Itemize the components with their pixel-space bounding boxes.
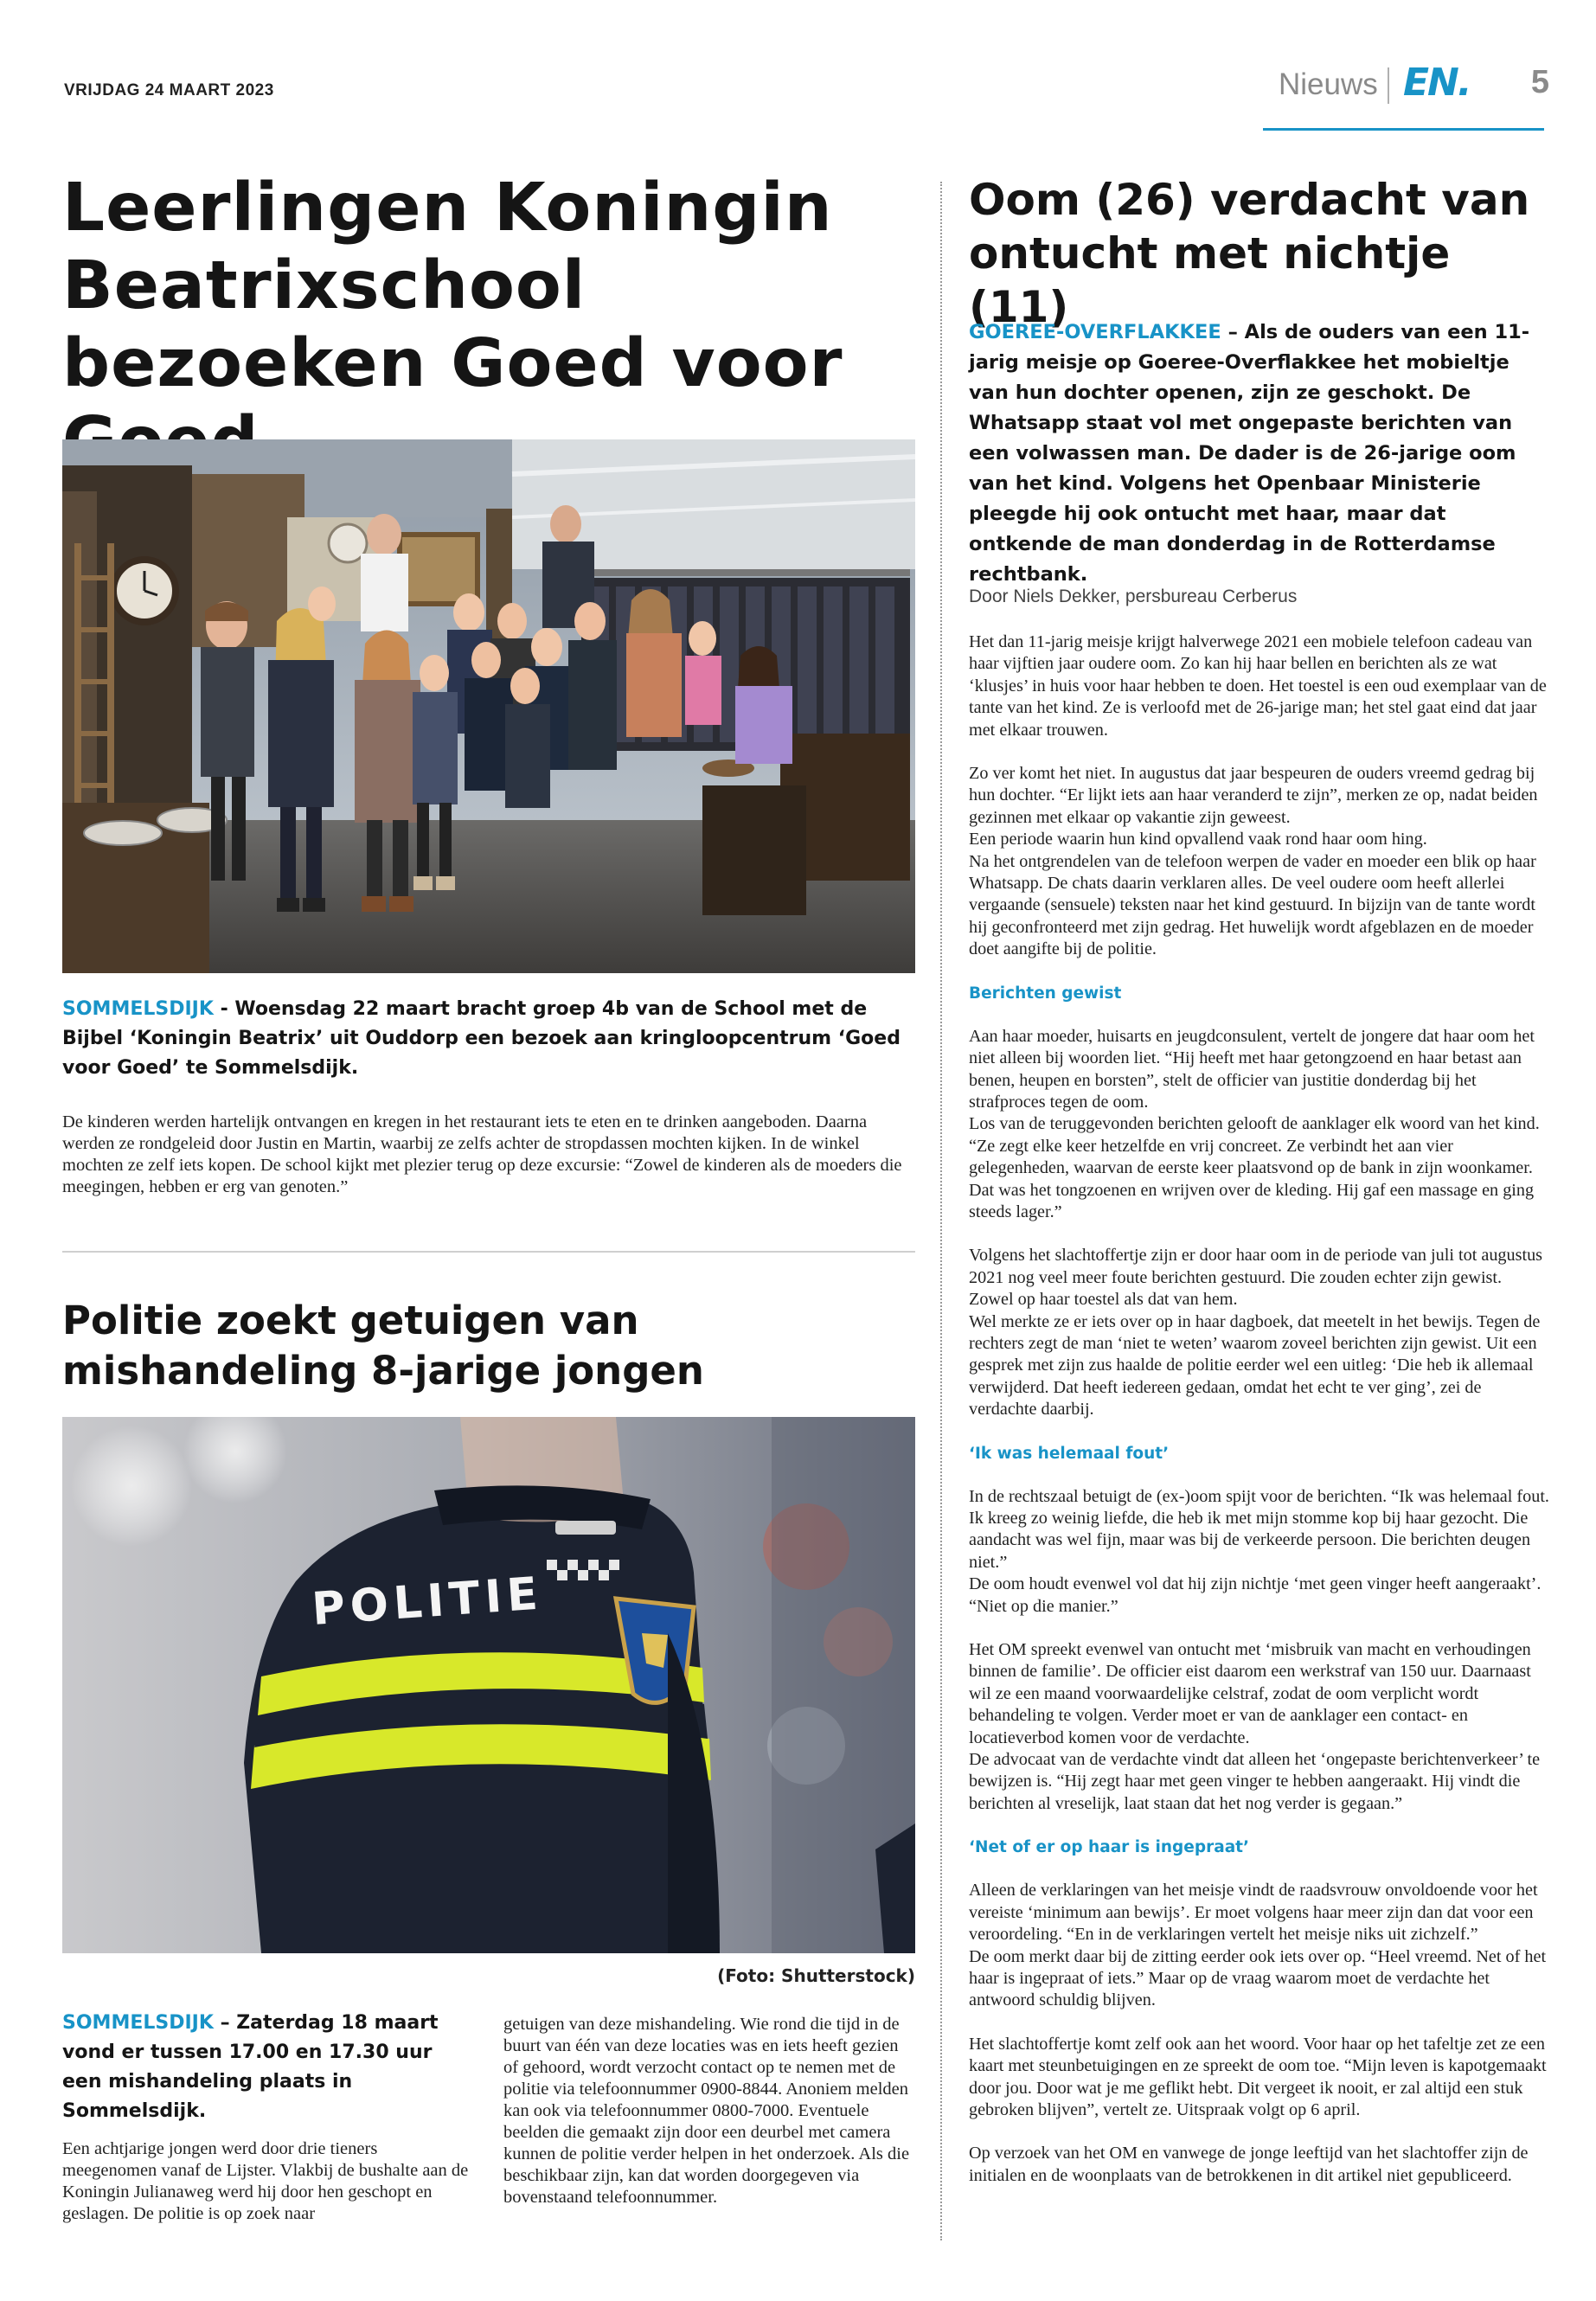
article1-title: Leerlingen Koningin Beatrixschool bezoeken Goed voor [62, 170, 843, 402]
header-separator [1388, 67, 1389, 104]
article2-place: SOMMELSDIJK [62, 2012, 214, 2034]
newspaper-logo: EN. [1403, 61, 1471, 105]
page-number: 5 [1530, 64, 1549, 100]
article3-paragraph: Los van de teruggevonden berichten gelooft de aanklager elk woord van het kind. “Ze zegt elke keer hetzelfde en vrij concreet. Ze verbindt het aan vier gelegenheden, waarvan de eerste keer plaatsvond op de bank in zijn woonkamer. Dat was het tongzoenen en wrijven over de kleding. Hij gaf een massage en ging steeds lager.” [969, 1114, 1540, 1221]
article3-paragraph: De oom houdt evenwel vol dat hij zijn nichtje ‘met geen vinger heeft aangeraakt’. “Niet op die manier.” [969, 1574, 1542, 1616]
article3-paragraph: Zo ver komt het niet. In augustus dat jaar bespeuren de ouders vreemd gedrag bij hun dochter. “Er lijkt iets aan haar veranderd te zijn”, merken ze op, nadat beiden gezinnen met elkaar op vakantie zijn geweest. [969, 764, 1538, 827]
article1-place: SOMMELSDIJK [62, 998, 214, 1020]
article3-paragraph: Alleen de verklaringen van het meisje vindt de raadsvrouw onvoldoende voor het vereiste ‘minimum aan bewijs’. Er moet volgens haar meer zijn dan dat voor een veroordeling. “En in de verklaringen vertelt het meisje niks uit zichzelf.” [969, 1881, 1538, 1945]
article3-paragraph: In de rechtszaal betuigt de (ex-)oom spijt voor de berichten. “Ik was helemaal fout. Ik kreeg zo weinig liefde, die heb ik met mijn stomme kop bij haar gezocht. Die aandacht was wel fijn, maar was bij de verkeerde persoon. Die berichten deugen niet.” [969, 1486, 1549, 1572]
article3-paragraph: Het dan 11-jarig meisje krijgt halverwege 2021 een mobiele telefoon cadeau van haar vijftien jaar oudere oom. Zo kan hij haar bellen en berichten als ze wat ‘klusjes’ in huis voor haar hebben te doen. Het toestel is een oud exemplaar van de tante van het kind. Ze is verloofd met de 26-jarige man; het stel gaat eind dat jaar met elkaar trouwen. [969, 632, 1547, 740]
article3-paragraph: Wel merkte ze er iets over op in haar dagboek, dat meetelt in het bewijs. Tegen de rechters zegt de man ‘niet te weten’ waarom zoveel berichten zijn gewist. Uit een gesprek met zijn zus haalde de politie eerder wel een uitleg: ‘Die heb ik allemaal verwijderd. Dat heeft iedereen gedaan, omdat het echt te ver ging’, zei de verdachte daarbij. [969, 1311, 1541, 1420]
subhead-berichten-gewist: Berichten gewist [969, 984, 1122, 1003]
article3-paragraph: De oom merkt daar bij de zitting eerder ook iets over op. “Heel vreemd. Net of het haar is ingepraat of iets.” Maar op de vraag waarom moet de verdachte het antwoord schuldig blijven. [969, 1946, 1547, 2010]
article3-paragraph: Aan haar moeder, huisarts en jeugdconsulent, vertelt de jongere dat haar oom het niet alleen bij woorden liet. “Hij heeft met haar getongzoend en haar betast aan benen, heupen en borsten”, stelt de officier van justitie donderdag bij het strafproces tegen de oom. [969, 1026, 1535, 1112]
article2-body-text-2: getuigen van deze mishandeling. Wie rond die tijd in de buurt van één van deze locaties was en iets heeft gezien of gehoord, wordt verzocht contact op te nemen met de politie via telefoonnummer 0900-8844. Anoniem melden kan ook via telefoonnummer 0800-7000. Eventuele beelden die gemaakt zijn door een deurbel met camera kunnen de politie verder helpen in het onderzoek. Als die beschikbaar zijn, kan dat worden doorgegeven via bovenstaand telefoonnummer. [503, 2015, 910, 2207]
article2-body-col1 [62, 2138, 471, 2225]
issue-date: VRIJDAG 24 MAART 2023 [64, 81, 274, 99]
article3-paragraph: Het slachtoffertje komt zelf ook aan het woord. Voor haar op het tafeltje zet ze een kaart met steunbetuigingen en ze spreekt de oom toe. “Mijn leven is kapotgemaakt door jou. Door wat je me geflikt hebt. Dit vergeet ik nooit, er zal altijd een stuk gebroken blijven”, vertelt ze. Uitspraak volgt op 6 april. [969, 2034, 1547, 2119]
article3-paragraph: Het OM spreekt evenwel van ontucht met ‘misbruik van macht en verhoudingen binnen de familie’. De officier eist daarom een werkstraf van 150 uur. Daarnaast wil ze een maand voorwaardelijke celstraf, zodat de oom verplicht wordt behandeling te volgen. Verder moet er van de aanklager een contact- en locatieverbod komen voor de verdachte. [969, 1640, 1531, 1747]
article2-lead-text: – Zaterdag 18 maart vond er tussen 17.00 en 17.30 uur een mishandeling plaats in Sommelsdijk. [62, 2012, 439, 2122]
article3-paragraph: Op verzoek van het OM en vanwege de jonge leeftijd van het slachtoffer zijn de initialen en de woonplaats van de betrokkenen in dit artikel niet gepubliceerd. [969, 2144, 1529, 2185]
article2-body-text-1: Een achtjarige jongen werd door drie tieners meegenomen vanaf de Lijster. Vlakbij de bushalte aan de Koningin Julianaweg werd hij door hen geschopt en geslagen. De politie is op zoek naar [62, 2139, 469, 2223]
school-visit-photo [62, 439, 915, 973]
article3-title: Oom (26) verdacht van ontucht met nichtje (11) [969, 175, 1530, 332]
article2-lead [62, 2009, 478, 2126]
section-label: Nieuws [1279, 67, 1378, 101]
subhead-helemaal-fout: ‘Ik was helemaal fout’ [969, 1444, 1170, 1463]
article1-body-text: De kinderen werden hartelijk ontvangen en kregen in het restaurant iets te eten en te drinken aangeboden. Daarna werden ze rondgeleid door Justin en Martin, waarbij ze zelfs achter de stropdassen mochten kijken. In de winkel mochten ze zelf iets kopen. De school kijkt met plezier terug op deze excursie: “Zowel de kinderen als de moeders die meegingen, hebben er erg van genoten.” [62, 1112, 902, 1196]
article3-body [969, 631, 1550, 2187]
article1-body [62, 1112, 919, 1198]
column-divider [940, 182, 942, 2240]
header-rule [1263, 128, 1544, 131]
article3-paragraph: De advocaat van de verdachte vindt dat alleen het ‘ongepaste berichtenverkeer’ te bewijzen is. “Hij zegt haar met geen vinger te hebben aangeraakt. Hij vindt die berichten al vreselijk, laat staan dat het nog verder is gegaan.” [969, 1750, 1541, 1813]
article3-paragraph: Een periode waarin hun kind opvallend vaak rond haar oom hing. [969, 830, 1427, 849]
article3-place: GOEREE-OVERFLAKKEE [969, 321, 1221, 343]
article3-lead-text: – Als de ouders van een 11-jarig meisje op Goeree-Overflakkee het mobieltje van hun dochter openen, zijn ze geschokt. De Whatsapp staat vol met ongepaste berichten van een volwassen man. De dader is de 26-jarige oom van het kind. Volgens het Openbaar Ministerie pleegde hij ook ontucht met haar, maar dat ontkende de man donderdag in de Rotterdamse rechtbank. [969, 321, 1530, 586]
article2-title: Politie zoekt getuigen van mishandeling 8-jarige jongen [62, 1298, 704, 1394]
subhead-ingepraat: ‘Net of er op haar is ingepraat’ [969, 1838, 1250, 1857]
byline: Door Niels Dekker, persbureau Cerberus [969, 586, 1298, 606]
police-officer-photo [62, 1417, 915, 1953]
article3-lead [969, 317, 1550, 590]
article3-paragraph: Na het ontgrendelen van de telefoon werpen de vader en moeder een blik op haar Whatsapp. De chats daarin verklaren alles. De veel oudere oom heeft allerlei vergaande (sensuele) teksten naar het kind gestuurd. In bijzijn van de tante wordt hij geconfronteerd met zijn gedrag. Het huwelijk wordt afgeblazen en de moeder doet aangifte bij de politie. [969, 851, 1536, 959]
article2-body-col2 [503, 2014, 915, 2208]
article-separator [62, 1251, 915, 1253]
photo-credit: (Foto: Shutterstock) [717, 1965, 915, 1986]
vest-lettering: POLITIE [310, 1567, 545, 1636]
article1-lead-text: - Woensdag 22 maart bracht groep 4b van de School met de Bijbel ‘Koningin Beatrix’ uit Ouddorp een bezoek aan kringloopcentrum ‘Goed voor Goed’ te Sommelsdijk. [62, 998, 901, 1079]
article1-lead [62, 995, 915, 1083]
article3-paragraph: Volgens het slachtoffertje zijn er door haar oom in de periode van juli tot augustus 2021 nog veel meer foute berichten gestuurd. Die zouden echter zijn gewist. Zowel op haar toestel als dat van hem. [969, 1246, 1543, 1310]
